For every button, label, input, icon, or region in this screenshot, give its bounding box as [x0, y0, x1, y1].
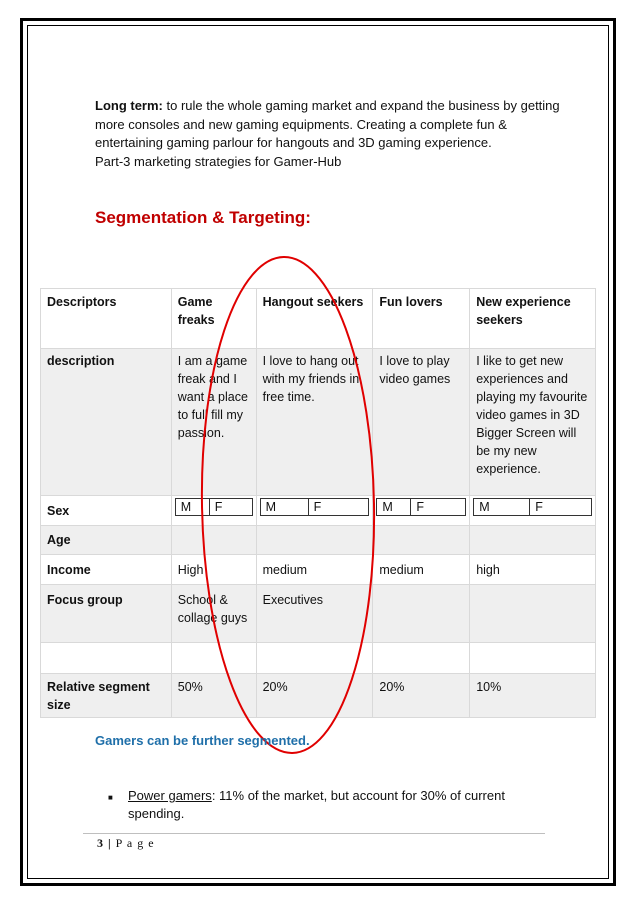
footer-divider — [83, 833, 545, 834]
row-label-income: Income — [41, 555, 172, 585]
sex-game-freaks — [171, 496, 256, 526]
row-label-relative-size: Relative segment size — [41, 674, 172, 718]
bullet-list-item — [108, 787, 548, 823]
sex-female: F — [214, 500, 223, 514]
sex-female: F — [313, 500, 322, 514]
long-term-label: Long term: — [95, 98, 163, 113]
sex-male: M — [377, 499, 411, 515]
segmentation-heading: Segmentation & Targeting: — [95, 208, 311, 227]
age-cell — [470, 526, 596, 555]
sex-male: M — [474, 499, 530, 515]
empty-cell — [470, 643, 596, 674]
bullet-text: : 11% of the market, but account for 30% of current spending. — [128, 788, 505, 821]
row-label-sex: Sex — [41, 496, 172, 526]
header-hangout-seekers: Hangout seekers — [256, 289, 373, 349]
focus-new-experience — [470, 585, 596, 643]
row-label-description: description — [41, 349, 172, 496]
page-number: 3 — [97, 836, 104, 850]
income-fun-lovers: medium — [373, 555, 470, 585]
part-line: Part-3 marketing strategies for Gamer-Hub — [95, 153, 342, 169]
header-descriptors: Descriptors — [41, 289, 172, 349]
long-term-text: to rule the whole gaming market and expand the business by getting more consoles and new gaming equipments. Creating a complete fun & entertaining gaming parlour for hangouts and 3D gaming experience. — [95, 98, 560, 150]
description-hangout-seekers: I love to hang out with my friends in free time. — [256, 349, 373, 496]
description-fun-lovers: I love to play video games — [373, 349, 470, 496]
square-bullet-icon: ■ — [108, 793, 113, 802]
description-game-freaks: I am a game freak and I want a place to full fill my passion. — [171, 349, 256, 496]
relsize-hangout-seekers: 20% — [256, 674, 373, 718]
row-label-age: Age — [41, 526, 172, 555]
sex-box — [260, 498, 370, 516]
sex-male: M — [176, 499, 210, 515]
empty-cell — [373, 643, 470, 674]
header-game-freaks: Game freaks — [171, 289, 256, 349]
age-cell — [171, 526, 256, 555]
sex-fun-lovers — [373, 496, 470, 526]
sex-female: F — [535, 500, 543, 514]
sex-box — [175, 498, 253, 516]
focus-game-freaks: School & collage guys — [171, 585, 256, 643]
bullet-term: Power gamers — [128, 788, 212, 803]
sex-hangout-seekers — [256, 496, 373, 526]
empty-cell — [41, 643, 172, 674]
focus-fun-lovers — [373, 585, 470, 643]
relsize-game-freaks: 50% — [171, 674, 256, 718]
sex-male: M — [261, 499, 309, 515]
sex-box — [376, 498, 466, 516]
focus-hangout-seekers: Executives — [256, 585, 373, 643]
income-new-experience: high — [470, 555, 596, 585]
row-label-focus-group: Focus group — [41, 585, 172, 643]
segmentation-table — [40, 288, 596, 718]
footer-separator: | — [104, 836, 116, 850]
sex-box — [473, 498, 592, 516]
empty-cell — [256, 643, 373, 674]
sex-female: F — [416, 500, 425, 514]
income-game-freaks: High — [171, 555, 256, 585]
further-segmented-heading: Gamers can be further segmented. — [95, 733, 310, 748]
empty-cell — [171, 643, 256, 674]
relsize-fun-lovers: 20% — [373, 674, 470, 718]
description-new-experience: I like to get new experiences and playing my favourite video games in 3D Bigger Screen will be my new experience. — [470, 349, 596, 496]
age-cell — [256, 526, 373, 555]
header-fun-lovers: Fun lovers — [373, 289, 470, 349]
relsize-new-experience: 10% — [470, 674, 596, 718]
header-new-experience-seekers: New experience seekers — [470, 289, 596, 349]
income-hangout-seekers: medium — [256, 555, 373, 585]
page-label: P a g e — [115, 836, 155, 850]
age-cell — [373, 526, 470, 555]
sex-new-experience — [470, 496, 596, 526]
page-footer — [97, 836, 155, 851]
intro-paragraph — [95, 97, 565, 171]
